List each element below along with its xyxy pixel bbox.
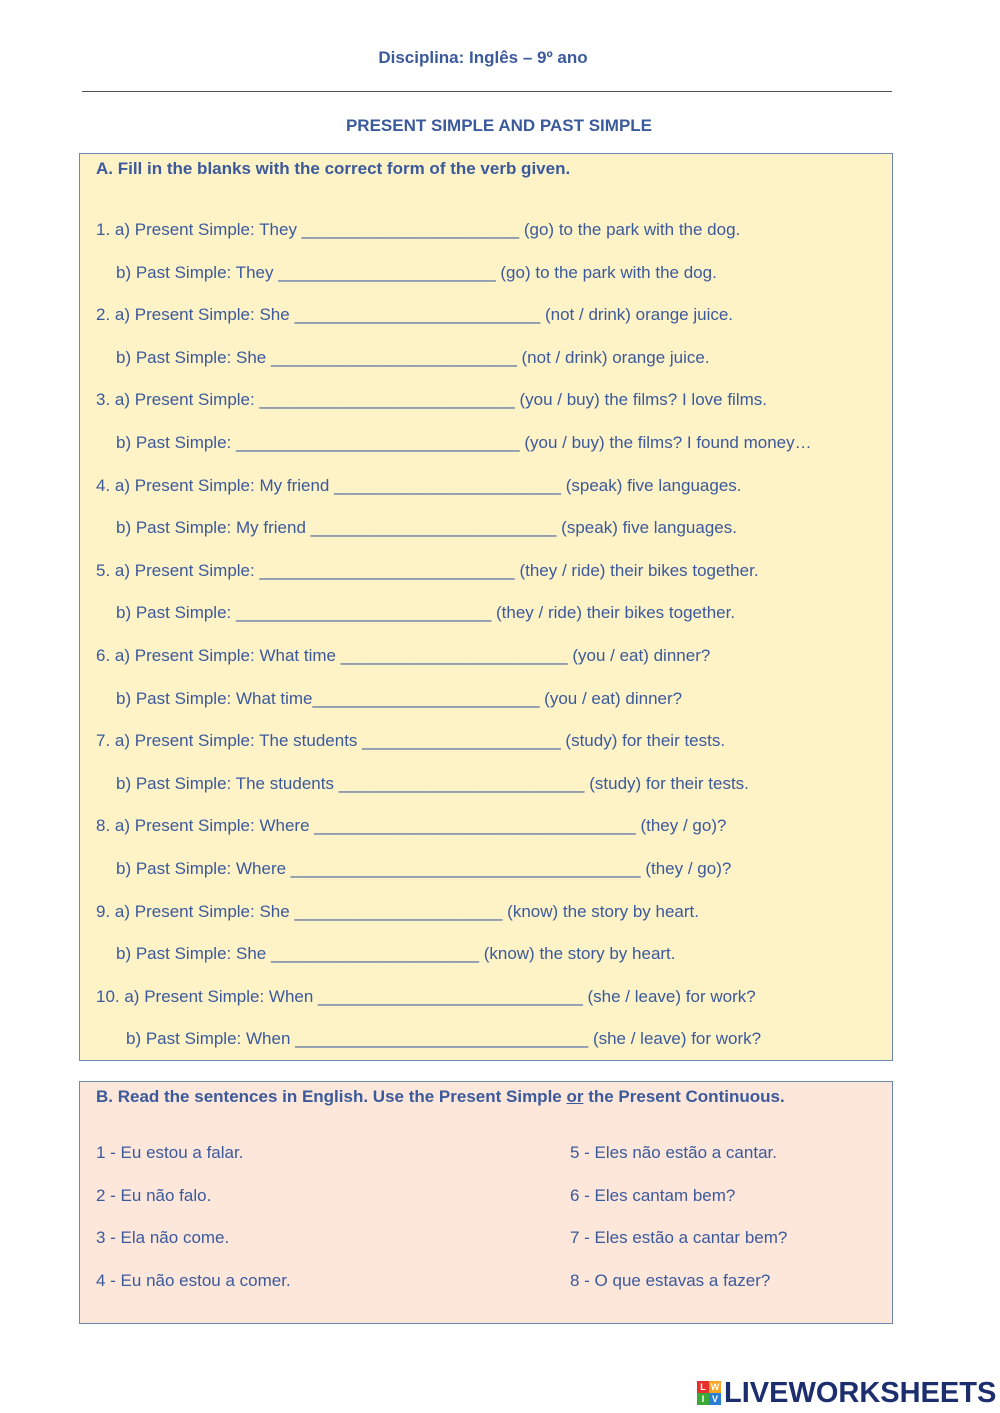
section-a-heading: A. Fill in the blanks with the correct form of the verb given. [96, 159, 571, 178]
exercise-line [116, 263, 717, 283]
exercise-prompt: 3. a) Present Simple: [96, 390, 260, 410]
verb-hint: (not / drink) orange juice. [516, 347, 710, 367]
exercise-line [96, 561, 759, 581]
translation-sentence: 3 - Ela não come. [96, 1228, 230, 1247]
verb-hint: (they / ride) their bikes together. [491, 603, 736, 623]
verb-hint: (you / eat) dinner? [539, 688, 683, 708]
section-b-heading-or: or [566, 1087, 584, 1106]
header-divider [82, 91, 892, 92]
exercise-line [116, 433, 812, 453]
exercise-line [96, 305, 733, 325]
exercise-line [96, 390, 767, 410]
verb-hint: (speak) five languages. [556, 518, 737, 538]
worksheet-title: PRESENT SIMPLE AND PAST SIMPLE [345, 116, 653, 135]
exercise-prompt: b) Past Simple: They [116, 262, 279, 282]
exercise-prompt: 7. a) Present Simple: The students [96, 731, 363, 751]
exercise-prompt: 5. a) Present Simple: [96, 560, 260, 580]
exercise-prompt: 10. a) Present Simple: When [96, 986, 319, 1006]
exercise-prompt: b) Past Simple: Where [116, 859, 291, 878]
translation-sentence: 6 - Eles cantam bem? [570, 1185, 736, 1205]
translation-sentence: 4 - Eu não estou a comer. [96, 1270, 291, 1290]
section-b-heading-part2: the Present Continuous. [583, 1087, 785, 1106]
answer-blank[interactable]: __________________________ [294, 305, 541, 325]
verb-hint: (you / eat) dinner? [567, 646, 711, 665]
verb-hint: (speak) five languages. [561, 475, 742, 495]
answer-blank[interactable]: __________________________ [310, 518, 557, 538]
answer-blank[interactable]: __________________________ [270, 347, 517, 367]
exercise-prompt: b) Past Simple: What time [116, 688, 313, 708]
verb-hint: (know) the story by heart. [502, 901, 699, 921]
logo-text: LIVEWORKSHEETS [724, 1376, 997, 1409]
answer-blank[interactable]: ___________________________ [259, 560, 515, 580]
exercise-line [116, 774, 749, 794]
verb-hint: (go) to the park with the dog. [519, 220, 741, 239]
logo-square-w: W [710, 1382, 720, 1392]
exercise-line [126, 1029, 761, 1049]
exercise-prompt: 4. a) Present Simple: My friend [96, 475, 335, 495]
exercise-line [96, 987, 756, 1007]
answer-blank[interactable]: ____________________________ [318, 986, 583, 1006]
answer-blank[interactable]: __________________________ [338, 773, 585, 793]
exercise-prompt: 6. a) Present Simple: What time [96, 646, 341, 665]
answer-blank[interactable]: _______________________ [301, 220, 520, 239]
logo-square-v: V [709, 1393, 721, 1405]
verb-hint: (study) for their tests. [584, 773, 749, 793]
verb-hint: (you / buy) the films? I found money… [519, 433, 812, 452]
translation-sentence: 2 - Eu não falo. [96, 1185, 212, 1205]
answer-blank[interactable]: ___________________________ [259, 390, 515, 410]
translation-sentence: 8 - O que estavas a fazer? [570, 1270, 771, 1290]
exercise-prompt: b) Past Simple: She [116, 944, 271, 964]
verb-hint: (know) the story by heart. [478, 944, 676, 964]
subject-heading: Disciplina: Inglês – 9º ano [378, 48, 588, 67]
liveworksheets-logo [697, 1378, 996, 1408]
logo-square-i: I [697, 1393, 709, 1405]
exercise-line [116, 348, 710, 368]
answer-blank[interactable]: _____________________ [362, 731, 561, 751]
exercise-prompt: 2. a) Present Simple: She [96, 305, 295, 325]
exercise-prompt: 1. a) Present Simple: They [96, 220, 302, 239]
translation-sentence: 1 - Eu estou a falar. [96, 1143, 244, 1162]
verb-hint: (she / leave) for work? [588, 1029, 762, 1049]
exercise-line [116, 518, 737, 538]
verb-hint: (they / go)? [635, 816, 727, 836]
answer-blank[interactable]: __________________________________ [314, 816, 636, 836]
verb-hint: (go) to the park with the dog. [495, 262, 717, 282]
exercise-line [116, 859, 731, 879]
answer-blank[interactable]: ______________________ [294, 901, 503, 921]
exercise-prompt: b) Past Simple: She [116, 347, 271, 367]
verb-hint: (they / go)? [640, 859, 732, 878]
answer-blank[interactable]: ________________________ [334, 475, 562, 495]
exercise-prompt: 9. a) Present Simple: She [96, 901, 295, 921]
exercise-line [96, 902, 699, 922]
translation-sentence: 7 - Eles estão a cantar bem? [570, 1228, 788, 1247]
exercise-prompt: b) Past Simple: My friend [116, 518, 311, 538]
translation-sentence: 5 - Eles não estão a cantar. [570, 1143, 777, 1162]
exercise-prompt: b) Past Simple: [116, 433, 236, 452]
verb-hint: (study) for their tests. [560, 731, 726, 751]
verb-hint: (they / ride) their bikes together. [514, 560, 759, 580]
section-b-panel [79, 1081, 893, 1324]
answer-blank[interactable]: ________________________ [312, 688, 540, 708]
section-b-heading-part1: B. Read the sentences in English. Use the Present Simple [96, 1087, 567, 1106]
exercise-line [96, 220, 740, 240]
exercise-line [116, 689, 682, 709]
answer-blank[interactable]: _______________________ [278, 262, 496, 282]
exercise-prompt: b) Past Simple: When [126, 1029, 296, 1049]
answer-blank[interactable]: ___________________________ [236, 603, 492, 623]
answer-blank[interactable]: ______________________________ [236, 433, 520, 452]
verb-hint: (you / buy) the films? I love films. [514, 390, 767, 410]
exercise-line [96, 646, 710, 666]
exercise-line [96, 476, 742, 496]
exercise-line [116, 603, 735, 623]
section-b-heading [96, 1087, 785, 1107]
exercise-prompt: b) Past Simple: The students [116, 773, 339, 793]
exercise-line [96, 731, 725, 751]
answer-blank[interactable]: ______________________ [270, 944, 479, 964]
verb-hint: (she / leave) for work? [582, 986, 756, 1006]
answer-blank[interactable]: _____________________________________ [290, 859, 641, 878]
logo-square-l: L [697, 1381, 709, 1393]
exercise-prompt: b) Past Simple: [116, 603, 236, 623]
exercise-line [96, 816, 726, 836]
answer-blank[interactable]: _______________________________ [295, 1029, 589, 1049]
exercise-prompt: 8. a) Present Simple: Where [96, 816, 315, 836]
logo-mark-icon [697, 1381, 721, 1405]
answer-blank[interactable]: ________________________ [340, 646, 568, 665]
exercise-line [116, 944, 676, 964]
verb-hint: (not / drink) orange juice. [540, 305, 734, 325]
section-a-panel [79, 153, 893, 1061]
